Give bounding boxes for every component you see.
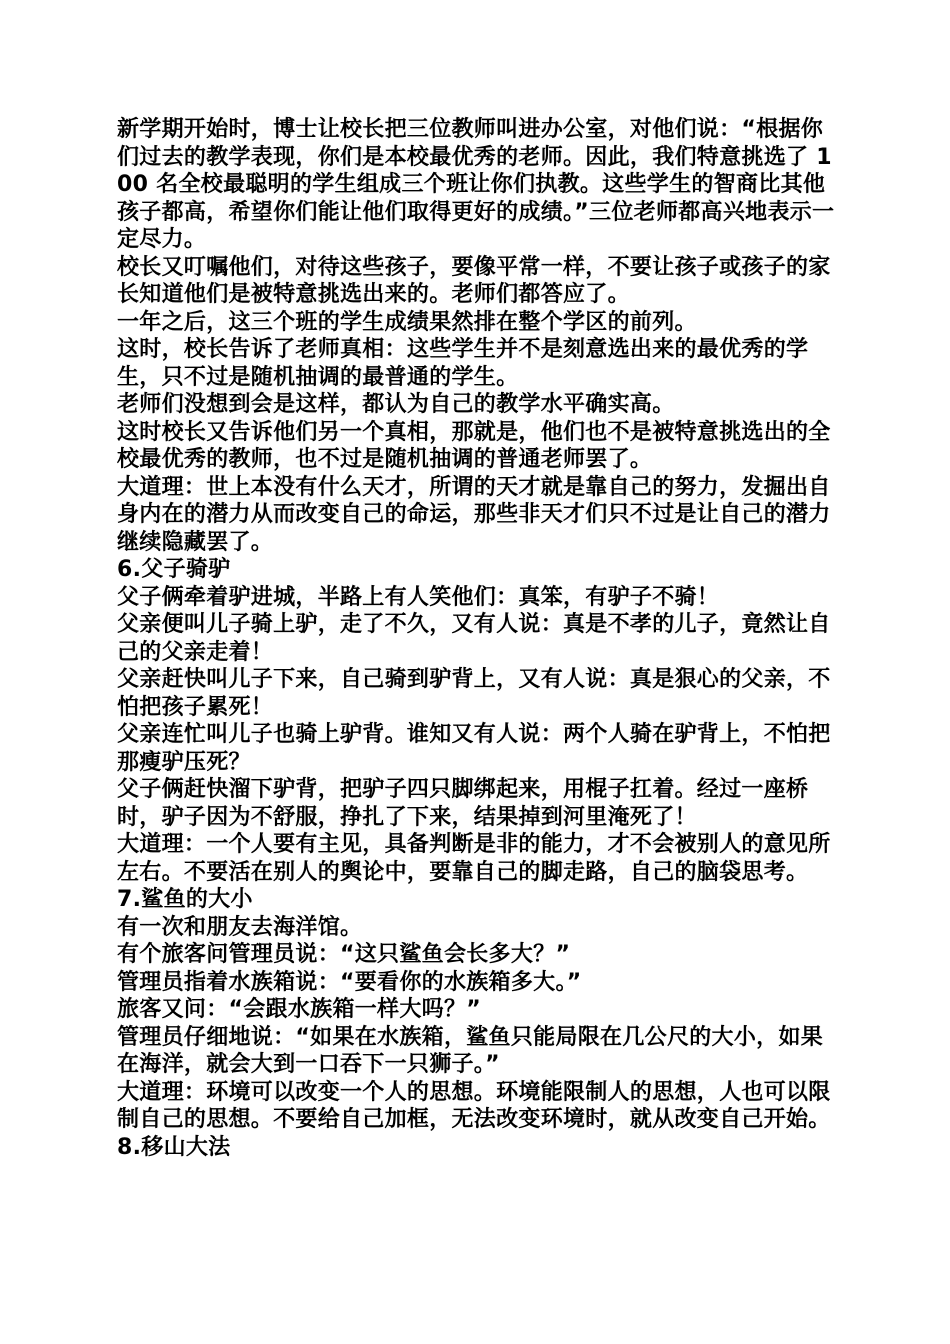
paragraph: 一年之后，这三个班的学生成绩果然排在整个学区的前列。 <box>117 309 697 335</box>
paragraph: 有个旅客问管理员说：“这只鲨鱼会长多大？” <box>117 942 571 967</box>
section-heading: 6.父子骑驴 <box>117 557 231 582</box>
paragraph: 这时，校长告诉了老师真相：这些学生并不是刻意选出来的最优秀的学生，只不过是随机抽调的最普通的学生。 <box>117 337 809 390</box>
paragraph: 父亲连忙叫儿子也骑上驴背。谁知又有人说：两个人骑在驴背上，不怕把那瘦驴压死？ <box>117 722 831 775</box>
moral-paragraph: 大道理：一个人要有主见，具备判断是非的能力，才不会被别人的意见所左右。不要活在别人的舆论中，要靠自己的脚走路，自己的脑袋思考。 <box>117 832 831 885</box>
paragraph: 有一次和朋友去海洋馆。 <box>117 914 363 940</box>
paragraph: 这时校长又告诉他们另一个真相，那就是，他们也不是被特意挑选出的全校最优秀的教师，也不过是随机抽调的普通老师罢了。 <box>117 419 831 472</box>
paragraph: 校长又叮嘱他们，对待这些孩子，要像平常一样，不要让孩子或孩子的家长知道他们是被特意挑选出来的。老师们都答应了。 <box>117 254 831 307</box>
paragraph: 父亲赶快叫儿子下来，自己骑到驴背上，又有人说：真是狠心的父亲，不怕把孩子累死！ <box>117 667 831 720</box>
paragraph: 老师们没想到会是这样，都认为自己的教学水平确实高。 <box>117 392 675 417</box>
paragraph: 父子俩赶快溜下驴背，把驴子四只脚绑起来，用棍子扛着。经过一座桥时，驴子因为不舒服，挣扎了下来，结果掉到河里淹死了！ <box>117 777 809 830</box>
moral-paragraph: 大道理：环境可以改变一个人的思想。环境能限制人的思想，人也可以限制自己的思想。不要给自己加框，无法改变环境时，就从改变自己开始。 <box>117 1079 831 1132</box>
paragraph: 新学期开始时，博士让校长把三位教师叫进办公室，对他们说：“根据你们过去的教学表现，你们是本校最优秀的老师。因此，我们特意挑选了 100 名全校最聪明的学生组成三个班让你们执教。这些学生的智商比其他孩子都高，希望你们能让他们取得更好的成绩。”三位老师都高兴地表示一定尽力。 <box>117 117 835 252</box>
paragraph: 父子俩牵着驴进城，半路上有人笑他们：真笨，有驴子不骑！ <box>117 584 720 610</box>
paragraph: 父亲便叫儿子骑上驴，走了不久，又有人说：真是不孝的儿子，竟然让自己的父亲走着！ <box>117 612 831 665</box>
section-heading: 7.鲨鱼的大小 <box>117 887 253 912</box>
moral-paragraph: 大道理：世上本没有什么天才，所谓的天才就是靠自己的努力，发掘出自身内在的潜力从而改变自己的命运，那些非天才们只不过是让自己的潜力继续隐藏罢了。 <box>117 474 831 555</box>
paragraph: 旅客又问：“会跟水族箱一样大吗？” <box>117 997 482 1022</box>
paragraph: 管理员仔细地说：“如果在水族箱，鲨鱼只能局限在几公尺的大小，如果在海洋，就会大到一口吞下一只狮子。” <box>117 1024 824 1077</box>
section-heading: 8.移山大法 <box>117 1134 231 1160</box>
paragraph: 管理员指着水族箱说：“要看你的水族箱多大。” <box>117 969 582 995</box>
document-page <box>117 116 845 1161</box>
